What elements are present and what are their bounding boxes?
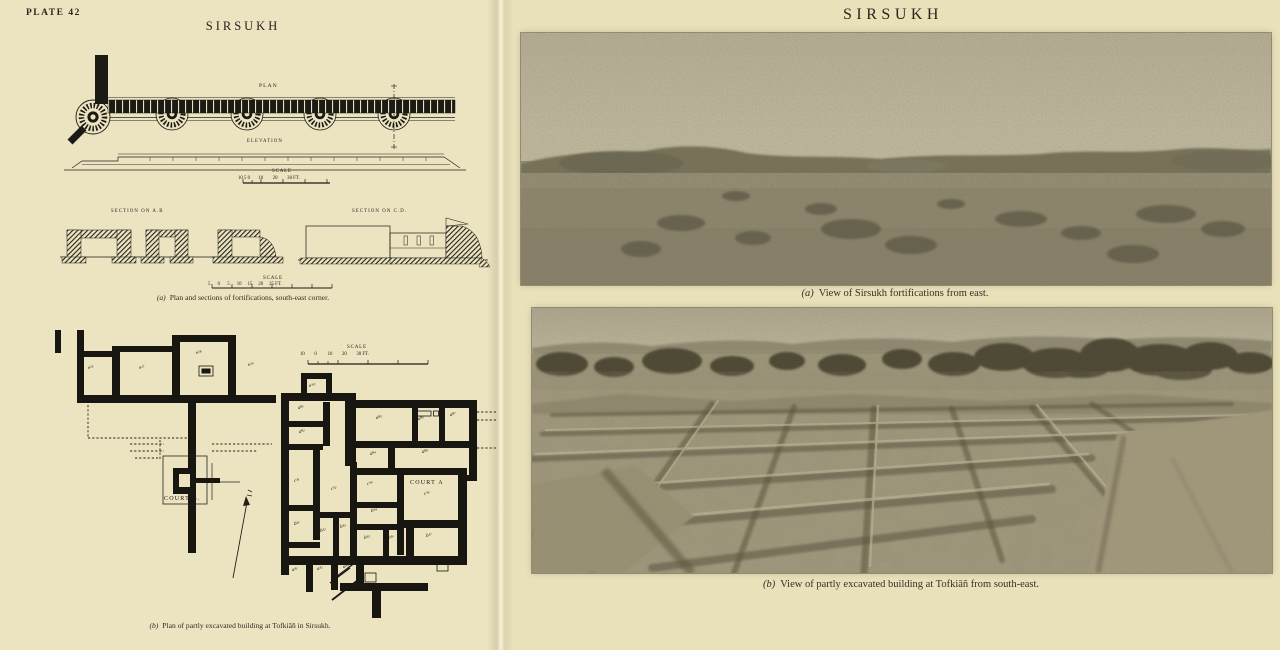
plate-number: PLATE 42 bbox=[26, 8, 81, 18]
room-label-b31: b³¹ bbox=[294, 522, 300, 527]
room-label-e27: e²⁷ bbox=[139, 366, 145, 371]
photo-b-caption: (b) View of partly excavated building at Tofkiāñ from south-east. bbox=[762, 579, 1040, 590]
room-label-d33: d³³ bbox=[376, 416, 382, 421]
scale-sections-ticks: 5 0 5 10 15 20 25 FT. bbox=[208, 282, 282, 287]
elevation-drawing bbox=[64, 154, 466, 170]
right-page bbox=[497, 0, 1280, 650]
room-label-c34: c³⁴ bbox=[367, 482, 373, 487]
room-label-a31: a³¹ bbox=[292, 568, 298, 573]
section-cd-label: SECTION ON C.D. bbox=[352, 209, 408, 214]
room-label-d38: d³⁸ bbox=[422, 450, 428, 455]
room-label-c35: c³⁵ bbox=[424, 492, 430, 497]
left-page bbox=[0, 0, 497, 650]
section-ab-label: SECTION ON A.B bbox=[111, 209, 164, 214]
room-label-e30: e³⁰ bbox=[309, 384, 315, 389]
photo-a-caption: (a) View of Sirsukh fortifications from east. bbox=[801, 288, 989, 299]
photo-sirsukh-fortifications bbox=[521, 33, 1271, 285]
room-label-c31: c³¹ bbox=[294, 479, 300, 484]
court-b-label: COURT B. bbox=[164, 496, 201, 502]
room-label-e28: e²⁸ bbox=[196, 351, 202, 356]
elevation-label: ELEVATION bbox=[247, 139, 283, 144]
scale-elevation-ticks: 10 5 0 10 20 30 FT. bbox=[238, 176, 300, 181]
room-label-b37: b³⁷ bbox=[426, 534, 432, 539]
room-label-d34: d³⁴ bbox=[370, 452, 376, 457]
room-label-e29: e²⁹ bbox=[248, 363, 254, 368]
figure-b-caption-marker: (b) bbox=[149, 621, 159, 630]
section-cd-drawing bbox=[298, 218, 490, 267]
room-label-a33: a³³ bbox=[343, 565, 349, 570]
photo-b-caption-marker: (b) bbox=[762, 579, 776, 590]
room-label-d37: d³⁷ bbox=[450, 413, 456, 418]
photo-a-caption-marker: (a) bbox=[801, 288, 814, 299]
room-label-a32: a³² bbox=[317, 567, 323, 572]
room-label-b35: b³⁵ bbox=[364, 536, 370, 541]
plan-dashed-lines bbox=[88, 405, 497, 460]
photo-excavated-building bbox=[532, 308, 1272, 573]
section-ab-drawing bbox=[60, 230, 283, 263]
room-label-d32: d³² bbox=[299, 430, 305, 435]
room-label-b36: b³⁶ bbox=[388, 536, 394, 541]
left-page-title: SIRSUKH bbox=[205, 19, 281, 33]
court-a-label: COURT A bbox=[410, 480, 444, 486]
room-label-e26: e²⁶ bbox=[88, 366, 94, 371]
scale-sections-title: SCALE bbox=[263, 276, 283, 281]
room-label-b34: b³⁴ bbox=[371, 509, 377, 514]
scale-building-title: SCALE bbox=[347, 345, 367, 350]
room-label-d36: d³⁶ bbox=[418, 417, 424, 422]
scale-elevation-title: SCALE bbox=[272, 169, 292, 174]
plan-label: PLAN bbox=[259, 83, 278, 89]
figure-a-caption-marker: (a) bbox=[156, 293, 166, 302]
room-label-b32: b³² bbox=[320, 529, 326, 534]
figure-b-caption: (b) Plan of partly excavated building at Tofkiāñ in Sirsukh. bbox=[149, 621, 331, 630]
figure-a-caption: (a) Plan and sections of fortifications, south-east corner. bbox=[156, 293, 330, 302]
plan-walls bbox=[55, 330, 477, 618]
room-label-d31: d³¹ bbox=[298, 406, 304, 411]
fortification-plan-drawing bbox=[0, 40, 497, 310]
room-label-c32: c³² bbox=[331, 487, 337, 492]
scale-bar-building bbox=[308, 360, 428, 364]
scale-building-ticks: 10 0 10 20 30 FT. bbox=[300, 352, 369, 357]
room-label-b33: b³³ bbox=[340, 525, 346, 530]
right-page-title: SIRSUKH bbox=[843, 6, 943, 23]
north-arrow bbox=[233, 490, 252, 578]
